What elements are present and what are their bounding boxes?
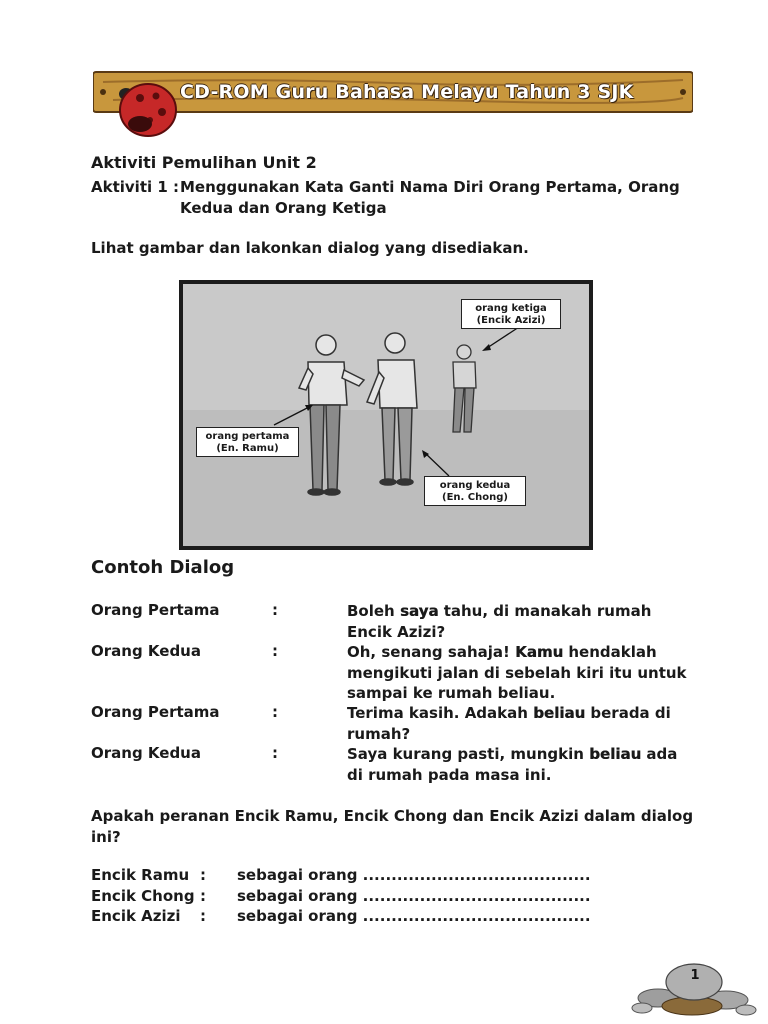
callout-name: (En. Ramu) bbox=[216, 443, 279, 454]
answer-name: Encik Chong bbox=[91, 887, 195, 905]
dialog-text: Oh, senang sahaja! bbox=[347, 643, 516, 661]
ladybug-icon bbox=[110, 76, 182, 140]
dialog-keyword: Kamu bbox=[515, 643, 564, 661]
answer-name: Encik Azizi bbox=[91, 907, 181, 925]
dialog-heading: Contoh Dialog bbox=[91, 557, 235, 578]
dialog-line bbox=[347, 703, 697, 744]
question-text: Apakah peranan Encik Ramu, Encik Chong dan Encik Azizi dalam dialog ini? bbox=[91, 807, 694, 846]
dialog-colon: : bbox=[272, 601, 278, 619]
answer-name: Encik Ramu bbox=[91, 866, 190, 884]
dialog-speaker: Orang Pertama bbox=[91, 601, 220, 619]
answer-colon: : bbox=[200, 887, 206, 905]
callout-role: orang ketiga bbox=[475, 303, 547, 314]
callout-orang-kedua bbox=[424, 476, 526, 506]
dialog-colon: : bbox=[272, 642, 278, 660]
answer-colon: : bbox=[200, 866, 206, 884]
dialog-speaker: Orang Pertama bbox=[91, 703, 220, 721]
dialog-line bbox=[347, 744, 697, 785]
dialog-line bbox=[347, 642, 697, 704]
dialog-keyword: saya bbox=[399, 602, 439, 620]
dialog-colon: : bbox=[272, 703, 278, 721]
dialog-text: Terima kasih. Adakah bbox=[347, 704, 534, 722]
activity-title: Menggunakan Kata Ganti Nama Diri Orang Pertama, Orang Kedua dan Orang Ketiga bbox=[180, 178, 680, 217]
dialog-speaker: Orang Kedua bbox=[91, 744, 201, 762]
header-title: CD-ROM Guru Bahasa Melayu Tahun 3 SJK bbox=[180, 81, 634, 103]
dialog-speaker: Orang Kedua bbox=[91, 642, 201, 660]
callout-orang-ketiga bbox=[461, 299, 561, 329]
dialog-text: Boleh bbox=[347, 602, 400, 620]
callout-name: (Encik Azizi) bbox=[476, 315, 546, 326]
dialog-keyword: beliau bbox=[589, 745, 642, 763]
dialog-colon: : bbox=[272, 744, 278, 762]
page-number: 1 bbox=[690, 968, 700, 983]
answer-blank[interactable]: sebagai orang ........................................ bbox=[237, 907, 591, 925]
dialog-text: berada di rumah? bbox=[347, 704, 671, 743]
unit-heading: Aktiviti Pemulihan Unit 2 bbox=[91, 153, 317, 172]
callout-orang-pertama bbox=[196, 427, 299, 457]
dialog-keyword: beliau bbox=[533, 704, 586, 722]
dialog-text: Saya kurang pasti, mungkin bbox=[347, 745, 590, 763]
activity-label: Aktiviti 1 : bbox=[91, 178, 180, 196]
page-stones-icon bbox=[628, 958, 758, 1018]
dialog-line bbox=[347, 601, 697, 642]
dialog-text: ada di rumah pada masa ini. bbox=[347, 745, 678, 784]
callout-role: orang kedua bbox=[439, 480, 511, 491]
answer-colon: : bbox=[200, 907, 206, 925]
callout-role: orang pertama bbox=[205, 431, 290, 442]
answer-blank[interactable]: sebagai orang ........................................ bbox=[237, 866, 591, 884]
answer-blank[interactable]: sebagai orang ........................................ bbox=[237, 887, 591, 905]
dialog-text: tahu, di manakah rumah Encik Azizi? bbox=[347, 602, 652, 641]
callout-name: (En. Chong) bbox=[442, 492, 508, 503]
instruction-text: Lihat gambar dan lakonkan dialog yang disediakan. bbox=[91, 239, 529, 257]
dialog-text: hendaklah mengikuti jalan di sebelah kiri itu untuk sampai ke rumah beliau. bbox=[347, 643, 687, 702]
